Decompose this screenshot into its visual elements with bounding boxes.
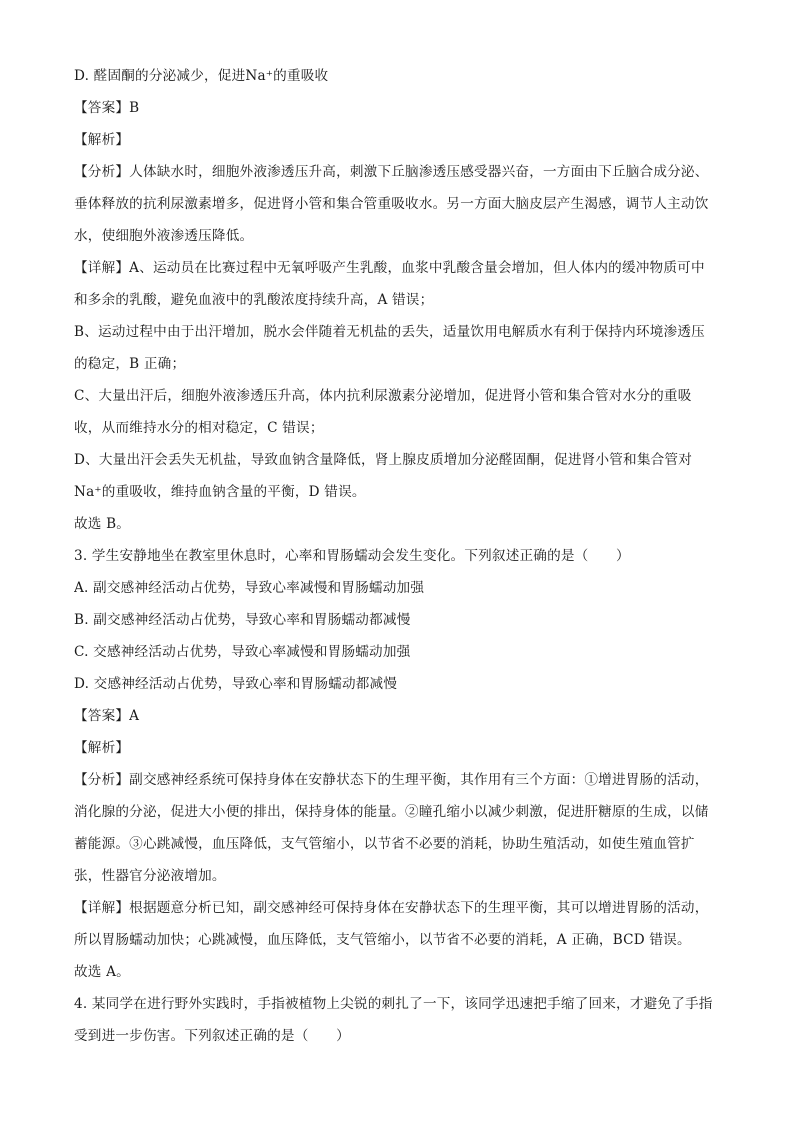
detail-text-q2-3: B、运动过程中由于出汗增加，脱水会伴随着无机盐的丢失，适量饮用电解质水有利于保持内环境渗透压 xyxy=(74,324,705,340)
detail-text-q2-1: 【详解】A、运动员在比赛过程中无氧呼吸产生乳酸，血浆中乳酸含量会增加，但人体内的缓冲物质可中 xyxy=(74,260,705,276)
detail-text-q2-6: 收，从而维持水分的相对稳定，C 错误； xyxy=(74,420,324,436)
detail-text-q2-2: 和多余的乳酸，避免血液中的乳酸浓度持续升高，A 错误； xyxy=(74,292,434,308)
analysis-text-q3-1: 【分析】副交感神经系统可保持身体在安静状态下的生理平衡，其作用有三个方面：①增进胃肠的活动， xyxy=(74,772,709,788)
answer-label-q2: 【答案】B xyxy=(74,100,140,116)
question-3-option-d: D. 交感神经活动占优势，导致心率和胃肠蠕动都减慢 xyxy=(74,676,398,692)
analysis-text-q2-2: 垂体释放的抗利尿激素增多，促进肾小管和集合管重吸收水。另一方面大脑皮层产生渴感，调节人主动饮 xyxy=(74,196,709,212)
question-3-stem: 3. 学生安静地坐在教室里休息时，心率和胃肠蠕动会发生变化。下列叙述正确的是（ ） xyxy=(74,548,630,564)
question-4-stem-1: 4. 某同学在进行野外实践时，手指被植物上尖锐的刺扎了一下，该同学迅速把手缩了回来，才避免了手指 xyxy=(74,996,713,1012)
detail-text-q2-5: C、大量出汗后，细胞外液渗透压升高，体内抗利尿激素分泌增加，促进肾小管和集合管对水分的重吸 xyxy=(74,388,692,404)
analysis-label-q3: 【解析】 xyxy=(74,740,130,756)
detail-text-q2-7: D、大量出汗会丢失无机盐，导致血钠含量降低，肾上腺皮质增加分泌醛固酮，促进肾小管和集合管对 xyxy=(74,452,693,468)
detail-text-q3-2: 所以胃肠蠕动加快；心跳减慢，血压降低，支气管缩小，以节省不必要的消耗，A 正确，BCD 错误。 xyxy=(74,932,691,948)
option-d-prev: D. 醛固酮的分泌减少，促进Na⁺的重吸收 xyxy=(74,68,329,84)
analysis-label-q2: 【解析】 xyxy=(74,132,130,148)
answer-label-q3: 【答案】A xyxy=(74,708,140,724)
conclusion-q2: 故选 B。 xyxy=(74,516,131,532)
detail-text-q3-1: 【详解】根据题意分析已知，副交感神经可保持身体在安静状态下的生理平衡，其可以增进胃肠的活动， xyxy=(74,900,709,916)
detail-text-q2-8: Na⁺的重吸收，维持血钠含量的平衡，D 错误。 xyxy=(74,484,366,500)
question-4-stem-2: 受到进一步伤害。下列叙述正确的是（ ） xyxy=(74,1028,350,1044)
detail-text-q2-4: 的稳定，B 正确； xyxy=(74,356,186,372)
analysis-text-q3-4: 张，性器官分泌液增加。 xyxy=(74,868,226,884)
analysis-text-q2-3: 水，使细胞外液渗透压降低。 xyxy=(74,228,254,244)
question-3-option-b: B. 副交感神经活动占优势，导致心率和胃肠蠕动都减慢 xyxy=(74,612,411,628)
conclusion-q3: 故选 A。 xyxy=(74,964,130,980)
question-3-option-c: C. 交感神经活动占优势，导致心率减慢和胃肠蠕动加强 xyxy=(74,644,411,660)
analysis-text-q2-1: 【分析】人体缺水时，细胞外液渗透压升高，刺激下丘脑渗透压感受器兴奋，一方面由下丘脑合成分泌、 xyxy=(74,164,709,180)
analysis-text-q3-3: 蓄能源。③心跳减慢，血压降低，支气管缩小，以节省不必要的消耗，协助生殖活动，如使生殖血管扩 xyxy=(74,836,695,852)
question-3-option-a: A. 副交感神经活动占优势，导致心率减慢和胃肠蠕动加强 xyxy=(74,580,425,596)
analysis-text-q3-2: 消化腺的分泌，促进大小便的排出，保持身体的能量。②瞳孔缩小以减少刺激，促进肝糖原的生成，以储 xyxy=(74,804,709,820)
